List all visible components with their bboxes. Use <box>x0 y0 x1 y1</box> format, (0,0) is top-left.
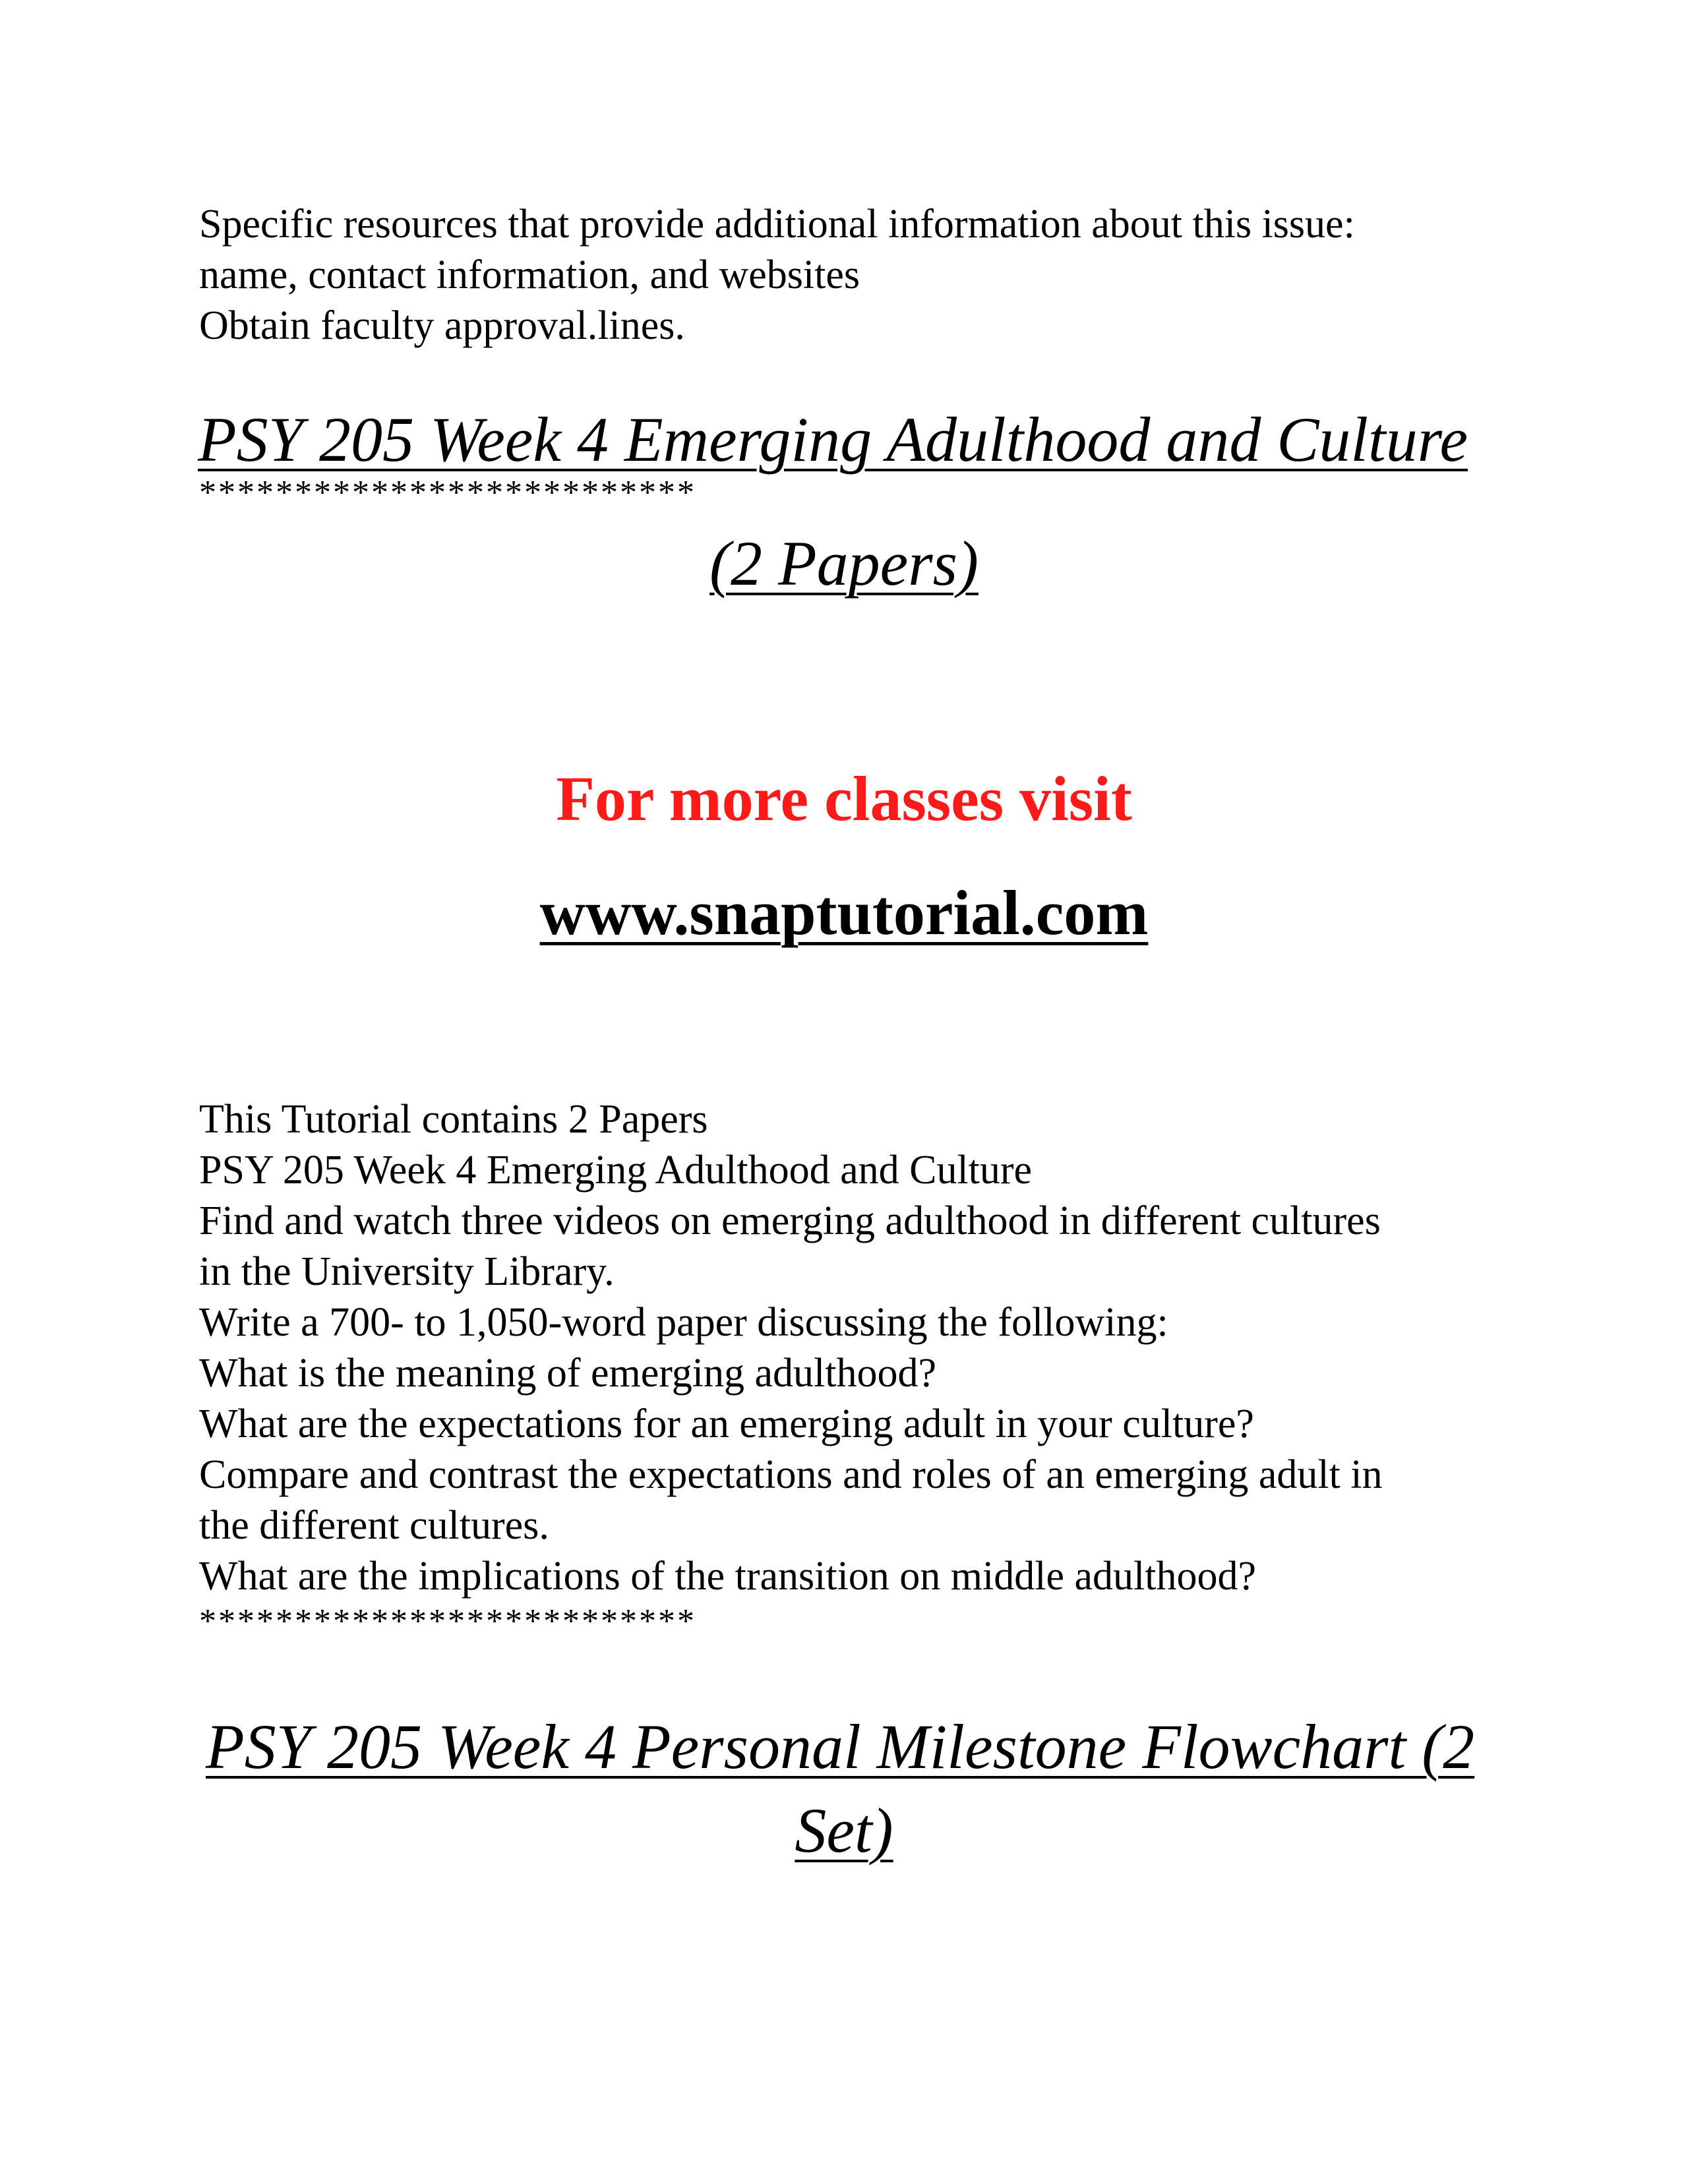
description-line: This Tutorial contains 2 Papers <box>199 1097 708 1142</box>
intro-line: Obtain faculty approval.lines. <box>199 303 685 348</box>
description-line: Find and watch three videos on emerging adulthood in different cultures <box>199 1198 1381 1243</box>
section-subtitle-papers: (2 Papers) <box>709 528 979 599</box>
section-title-continuation-wrapper <box>0 1794 1688 1867</box>
intro-line: name, contact information, and websites <box>199 252 860 297</box>
description-line: What is the meaning of emerging adulthood? <box>199 1351 936 1396</box>
intro-line: Specific resources that provide additional information about this issue: <box>199 202 1355 247</box>
description-line: What are the implications of the transition on middle adulthood? <box>199 1554 1256 1599</box>
description-line: Write a 700- to 1,050-word paper discussing the following: <box>199 1300 1168 1345</box>
promo-url-link[interactable]: www.snaptutorial.com <box>539 877 1149 948</box>
section-title-milestone-flowchart: PSY 205 Week 4 Personal Milestone Flowchart (2 <box>206 1711 1475 1782</box>
description-line: PSY 205 Week 4 Emerging Adulthood and Culture <box>199 1148 1033 1193</box>
promo-text: For more classes visit <box>556 763 1132 834</box>
description-line: Compare and contrast the expectations and roles of an emerging adult in <box>199 1452 1383 1497</box>
section-subtitle-wrapper <box>0 527 1688 600</box>
separator-stars: ************************** <box>199 1603 696 1640</box>
description-line: in the University Library. <box>199 1249 615 1294</box>
intro-paragraph <box>199 199 1492 351</box>
description-line: What are the expectations for an emerging adult in your culture? <box>199 1402 1254 1446</box>
separator-stars: ************************** <box>199 474 696 512</box>
section-title-emerging-adulthood: PSY 205 Week 4 Emerging Adulthood and Culture <box>198 404 1468 475</box>
description-paragraph <box>199 1094 1492 1602</box>
description-line: the different cultures. <box>199 1503 549 1548</box>
promo-url-wrapper <box>0 877 1688 949</box>
section-title-continuation: Set) <box>795 1795 893 1866</box>
